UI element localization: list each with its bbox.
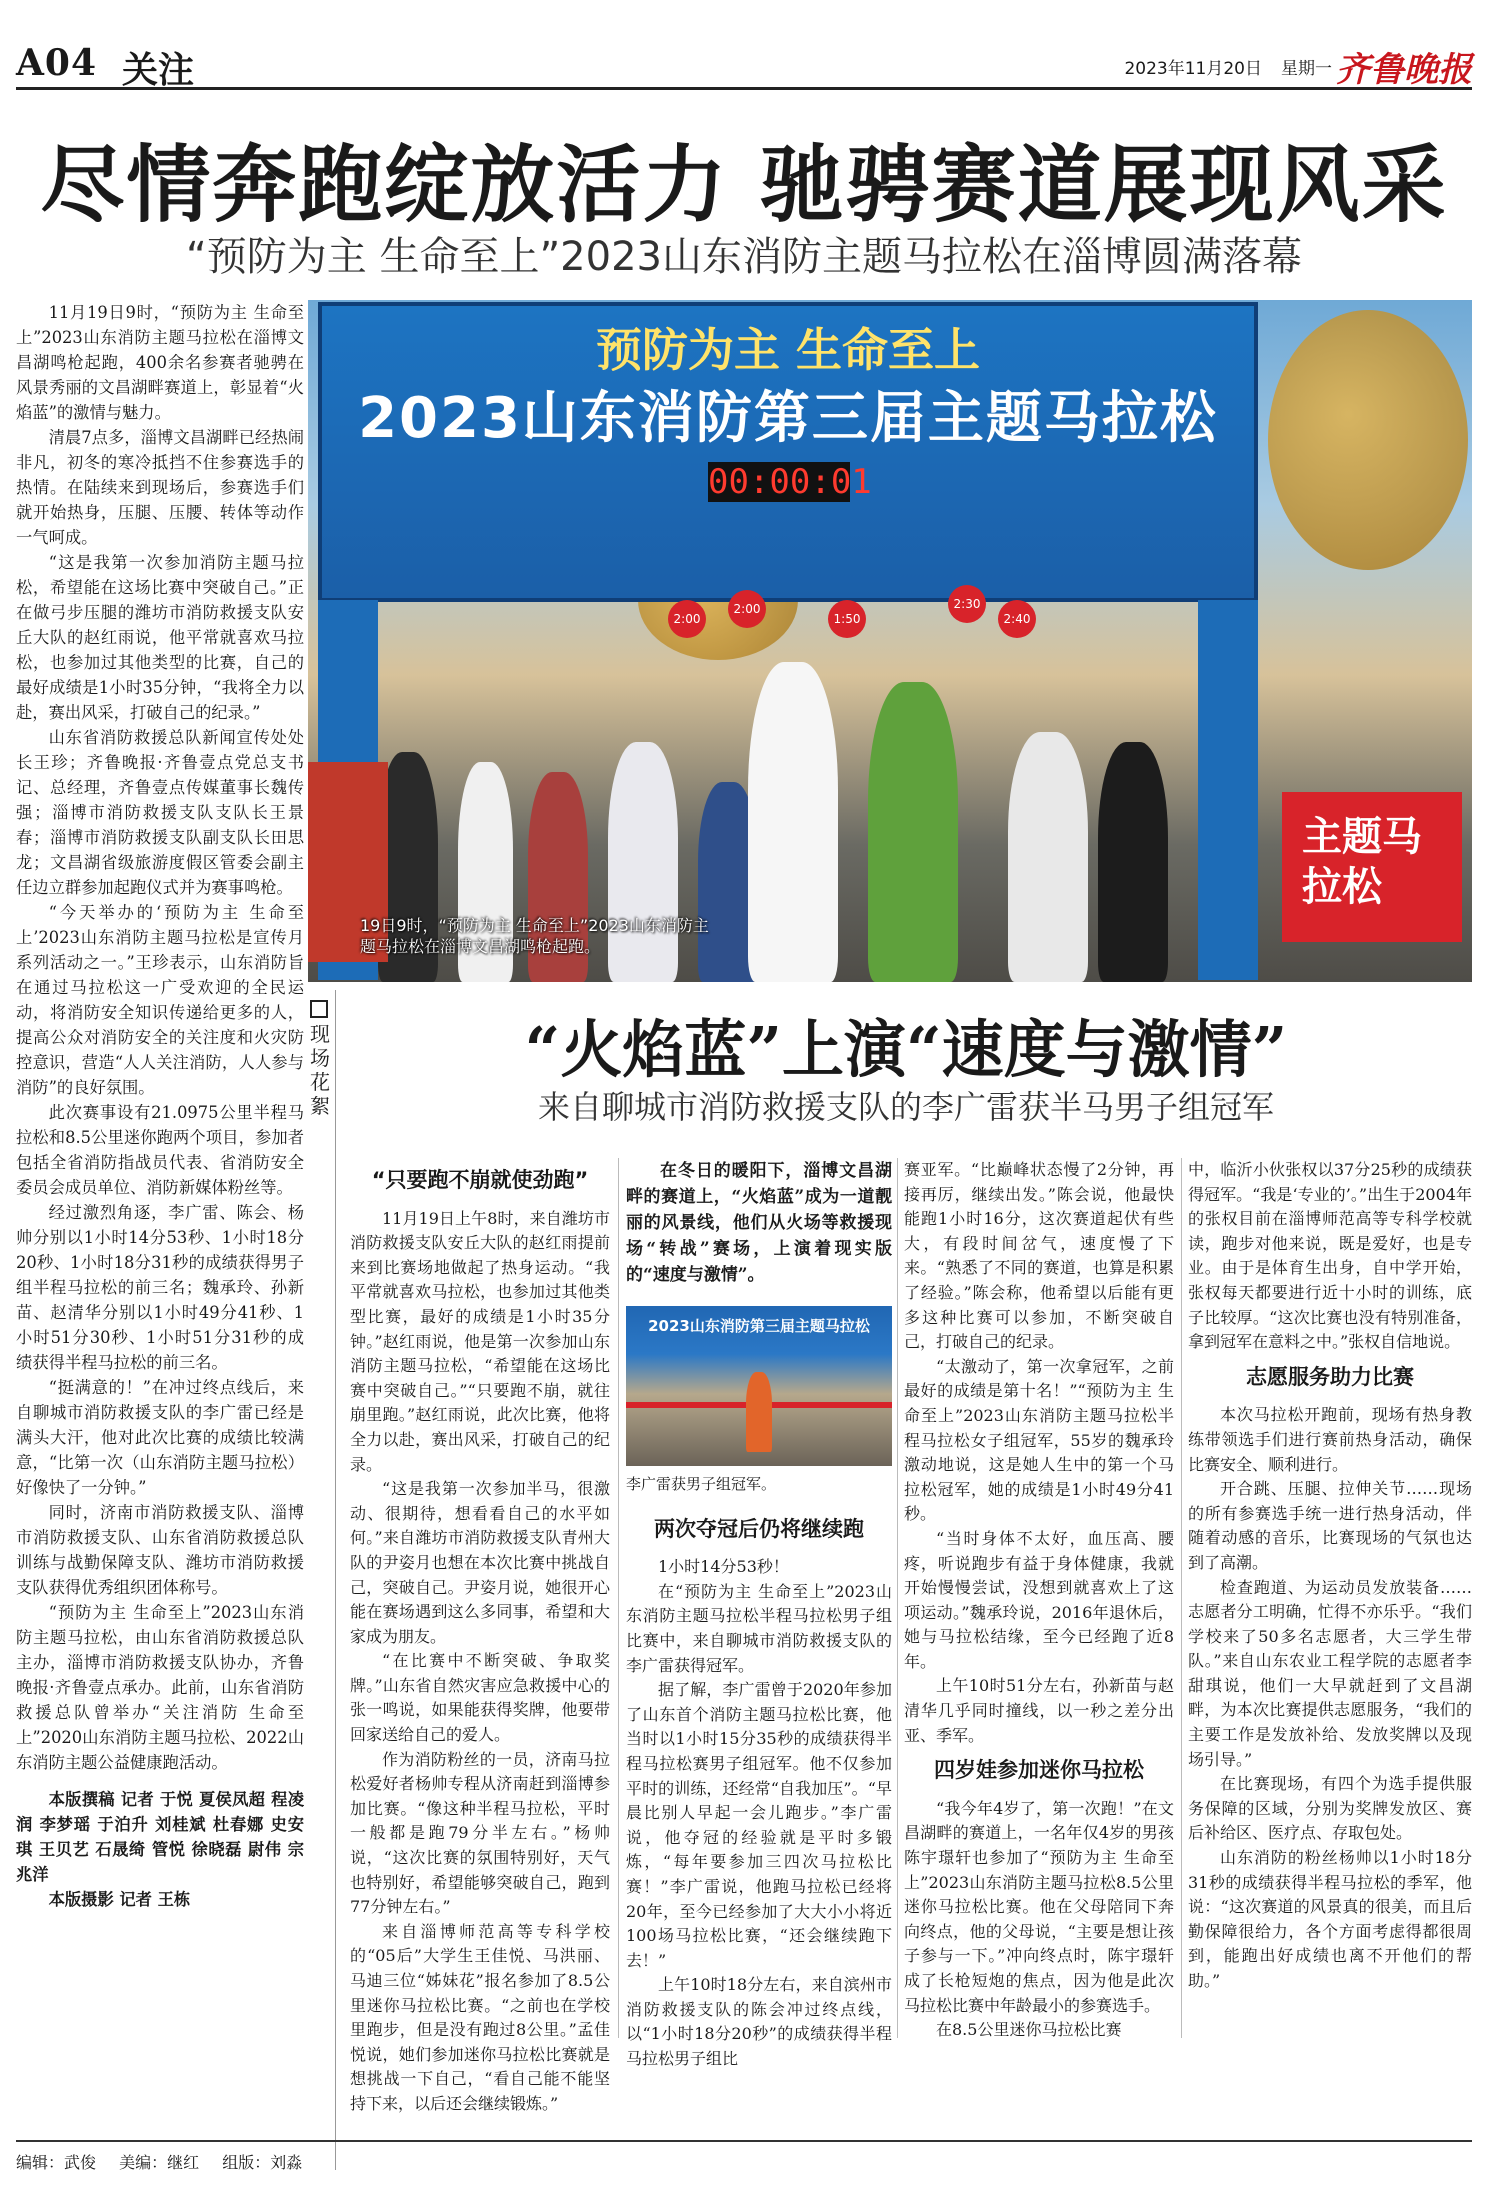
article-paragraph: 据了解，李广雷曾于2020年参加了山东首个消防主题马拉松比赛，他当时以1小时15分35秒的成绩获得半程马拉松赛男子组冠军。他不仅参加平时的训练，还经常“自我加压”。“早晨比别人早起一会儿跑步。”李广雷说，他夺冠的经验就是平时多锻炼，“每年要参加三四次马拉松比赛！”李广雷说，他跑马拉松已经将20年，至今已经参加了大大小小将近100场马拉松比赛，“还会继续跑下去！” — [626, 1680, 892, 1970]
arch-event-name: 2023山东消防第三届主题马拉松 — [358, 386, 1218, 451]
article-paragraph: 在“预防为主 生命至上”2023山东消防主题马拉松半程马拉松男子组比赛中，来自聊城市消防救援支队的李广雷获得冠军。 — [626, 1581, 892, 1675]
article-paragraph: 此次赛事设有21.0975公里半程马拉松和8.5公里迷你跑两个项目，参加者包括全省消防指战员代表、省消防安全委员会成员单位、消防新媒体粉丝等。 — [16, 1103, 304, 1197]
article-paragraph: “预防为主 生命至上”2023山东消防主题马拉松，由山东省消防救援总队主办，淄博市消防救援支队协办，齐鲁晚报·齐鲁壹点承办。此前，山东省消防救援总队曾举办“关注消防 生命至上”2020山东消防主题马拉松、2022山东消防主题公益健康跑活动。 — [16, 1603, 304, 1772]
article-paragraph: 1小时14分53秒！ — [658, 1557, 789, 1577]
divider — [897, 1158, 898, 2038]
article-paragraph: 清晨7点多，淄博文昌湖畔已经热闹非凡，初冬的寒冷抵挡不住参赛选手的热情。在陆续来到现场后，参赛选手们就开始热身，压腿、压腰、转体等动作一气呵成。 — [16, 428, 304, 547]
story-column — [1188, 1158, 1472, 1994]
issue-weekday: 星期一 — [1281, 59, 1332, 79]
article-paragraph: “当时身体不太好，血压高、腰疼，听说跑步有益于身体健康，我就开始慢慢尝试，没想到就喜欢上了这项运动。”魏承玲说，2016年退休后，她与马拉松结缘，至今已经跑了近8年。 — [904, 1528, 1174, 1671]
article-paragraph: “挺满意的！”在冲过终点线后，来自聊城市消防救援支队的李广雷已经是满头大汗，他对此次比赛的成绩比较满意，“比第一次（山东消防主题马拉松）好像快了一分钟。” — [16, 1378, 304, 1497]
subsection-heading: 志愿服务助力比赛 — [1246, 1364, 1414, 1389]
article-paragraph: 11月19日上午8时，来自潍坊市消防救援支队安丘大队的赵红雨提前来到比赛场地做起了热身运动。“我平常就喜欢马拉松，也参加过其他类型比赛，最好的成绩是1小时35分钟。”赵红雨说，他是第一次参加山东消防主题马拉松，“希望能在这场比赛中突破自己。”“只要跑不崩，就往崩里跑。”赵红雨说，此次比赛，他将全力以赴，赛出风采，打破自己的纪录。 — [350, 1208, 610, 1474]
article-paragraph: 开合跳、压腿、拉伸关节……现场的所有参赛选手统一进行热身活动，伴随着动感的音乐，比赛现场的气氛也达到了高潮。 — [1188, 1479, 1472, 1572]
balloon: 2:40 — [998, 600, 1036, 638]
photo-credit: 本版摄影 记者 王栋 — [48, 1890, 191, 1909]
article-paragraph: “太激动了，第一次拿冠军，之前最好的成绩是第十名！”“预防为主 生命至上”2023山东消防主题马拉松半程马拉松女子组冠军，55岁的魏承玲激动地说，这是她人生中的第一个马拉松冠军，她的成绩是1小时49分41秒。 — [904, 1356, 1174, 1524]
tree-foliage — [1268, 310, 1468, 570]
credits — [16, 1787, 304, 1912]
main-subheadline: “预防为主 生命至上”2023山东消防主题马拉松在淄博圆满落幕 — [186, 234, 1302, 280]
article-paragraph: 检查跑道、为运动员发放装备……志愿者分工明确，忙得不亦乐乎。“我们学校来了50多名志愿者，大三学生带队。”来自山东农业工程学院的志愿者李甜琪说，他们一大早就赶到了文昌湖畔，为本次比赛提供志愿服务，“我们的主要工作是发放补给、发放奖牌以及现场引导。” — [1188, 1577, 1472, 1769]
divider — [335, 990, 336, 2170]
runner — [868, 682, 958, 982]
main-headline: 尽情奔跑绽放活力 驰骋赛道展现风采 — [40, 135, 1448, 234]
side-banner-red: 主题马拉松 — [1282, 792, 1462, 942]
article-paragraph: 山东省消防救援总队新闻宣传处处长王珍；齐鲁晚报·齐鲁壹点党总支书记、总经理，齐鲁壹点传媒董事长魏传强；淄博市消防救援支队支队长王景春；淄博市消防救援支队副支队长田思龙；文昌湖省级旅游度假区管委会副主任边立群参加起跑仪式并为赛事鸣枪。 — [16, 728, 304, 897]
story-column — [626, 1158, 892, 2072]
balloon: 1:50 — [828, 600, 866, 638]
story-column — [904, 1158, 1174, 2043]
side-label-char: 花 — [310, 1070, 330, 1094]
article-paragraph: “这是我第一次参加半马，很激动、很期待，想看看自己的水平如何。”来自潍坊市消防救援支队青州大队的尹姿月也想在本次比赛中挑战自己，突破自己。尹姿月说，她很开心能在赛场遇到这么多同事，希望和大家成为朋友。 — [350, 1479, 610, 1646]
side-label-char: 絮 — [310, 1094, 330, 1118]
side-label-char: 场 — [310, 1046, 330, 1070]
article-paragraph: 在比赛现场，有四个为选手提供服务保障的区域，分别为奖牌发放区、赛后补给区、医疗点、存取包处。 — [1188, 1774, 1472, 1843]
page-footer — [16, 2140, 1472, 2173]
article-paragraph: 上午10时18分左右，来自滨州市消防救援支队的陈会冲过终点线，以“1小时18分20秒”的成绩获得半程马拉松男子组比 — [626, 1975, 892, 2069]
square-icon — [310, 1000, 328, 1018]
article-paragraph: 中，临沂小伙张权以37分25秒的成绩获得冠军。“我是‘专业的’。”出生于2004年的张权目前在淄博师范高等专科学校就读，跑步对他来说，既是爱好，也是专业。由于是体育生出身，自中学开始，张权每天都要进行近十小时的训练，底子比较厚。“这次比赛也没有特别准备，拿到冠军在意料之中。”张权自信地说。 — [1188, 1160, 1472, 1352]
article-paragraph: 赛亚军。“比巅峰状态慢了2分钟，再接再厉，继续出发。”陈会说，他最快能跑1小时16分，这次赛道起伏有些大，有段时间岔气，速度慢了下来。“熟悉了不同的赛道，也算是积累了经验。”陈会称，他希望以后能有更多这种比赛可以参加，不断突破自己，打破自己的纪录。 — [904, 1160, 1174, 1352]
layout-credit: 组版：刘淼 — [222, 2153, 303, 2172]
lead-article — [16, 300, 304, 1970]
balloon: 2:00 — [668, 600, 706, 638]
article-paragraph: 经过激烈角逐，李广雷、陈会、杨帅分别以1小时14分53秒、1小时18分20秒、1小时18分31秒的成绩获得男子组半程马拉松的前三名；魏承玲、孙新苗、赵清华分别以1小时49分41秒、1小时51分30秒、1小时51分31秒的成绩获得半程马拉松的前三名。 — [16, 1203, 304, 1372]
newspaper-logo[interactable]: 齐鲁晚报 — [1336, 50, 1472, 90]
photo-caption: 李广雷获男子组冠军。 — [626, 1475, 777, 1493]
runner — [748, 662, 838, 982]
article-paragraph: 本次马拉松开跑前，现场有热身教练带领选手们进行赛前热身活动，确保比赛安全、顺利进行。 — [1188, 1405, 1472, 1474]
article-paragraph: 作为消防粉丝的一员，济南马拉松爱好者杨帅专程从济南赶到淄博参加比赛。“像这种半程马拉松，平时一般都是跑79分半左右。”杨帅说，“这次比赛的氛围特别好，天气也特别好，希望能够突破自己，跑到77分钟左右。” — [350, 1749, 610, 1917]
runner — [1008, 732, 1088, 982]
subsection-heading: “只要跑不崩就使劲跑” — [371, 1168, 589, 1192]
side-label-char: 现 — [310, 1022, 330, 1046]
divider — [1181, 1158, 1182, 2038]
story-column — [350, 1158, 610, 2117]
main-photo[interactable] — [308, 300, 1472, 982]
story-subheadline: 来自聊城市消防救援支队的李广雷获半马男子组冠军 — [537, 1088, 1274, 1126]
page-header — [16, 40, 1472, 90]
article-paragraph: 山东消防的粉丝杨帅以1小时18分31秒的成绩获得半程马拉松的季军，他说：“这次赛道的风景真的很美，而且后勤保障很给力，各个方面考虑得都很周到，能跑出好成绩也离不开他们的帮助。” — [1188, 1848, 1472, 1990]
section-name: 关注 — [122, 49, 195, 91]
subsection-heading: 四岁娃参加迷你马拉松 — [934, 1758, 1144, 1783]
article-paragraph: “今天举办的‘预防为主 生命至上’2023山东消防主题马拉松是宣传月系列活动之一。”王珍表示，山东消防旨在通过马拉松这一广受欢迎的全民运动，将消防安全知识传递给更多的人，提高公众对消防安全的关注度和火灾防控意识，营造“人人关注消防，人人参与消防”的良好氛围。 — [16, 903, 304, 1097]
issue-date: 2023年11月20日 — [1124, 59, 1262, 79]
article-paragraph: 上午10时51分左右，孙新苗与赵清华几乎同时撞线，以一秒之差分出亚、季军。 — [904, 1676, 1174, 1745]
runner — [746, 1372, 772, 1452]
article-paragraph: 11月19日9时，“预防为主 生命至上”2023山东消防主题马拉松在淄博文昌湖鸣枪起跑，400余名参赛者驰骋在风景秀丽的文昌湖畔赛道上，彰显着“火焰蓝”的激情与魅力。 — [16, 303, 304, 422]
article-paragraph: “我今年4岁了，第一次跑！”在文昌湖畔的赛道上，一名年仅4岁的男孩陈宇璟轩也参加了“预防为主 生命至上”2023山东消防主题马拉松8.5公里迷你马拉松比赛。他在父母陪同下奔向终点，他的父母说，“主要是想让孩子参与一下。”冲向终点时，陈宇璟轩成了长枪短炮的焦点，因为他是此次马拉松比赛中年龄最小的参赛选手。 — [904, 1798, 1174, 2015]
writers-credit: 本版撰稿 记者 于悦 夏侯凤超 程凌润 李梦瑶 于泊升 刘桂斌 杜春娜 史安琪 王贝艺 石晟绮 管悦 徐晓磊 尉伟 宗兆洋 — [16, 1790, 304, 1884]
article-paragraph: 来自淄博师范高等专科学校的“05后”大学生王佳悦、马洪丽、马迪三位“姊妹花”报名参加了8.5公里迷你马拉松比赛。“之前也在学校里跑步，但是没有跑过8公里。”孟佳悦说，她们参加迷你马拉松比赛就是想挑战一下自己，“看自己能不能坚持下来，以后还会继续锻炼。” — [350, 1921, 610, 2113]
arch-slogan: 预防为主 生命至上 — [595, 323, 980, 377]
editor-credit: 编辑：武俊 — [16, 2153, 97, 2172]
race-timer: 00:00:01 — [708, 462, 872, 502]
subsection-heading: 两次夺冠后仍将继续跑 — [654, 1516, 864, 1541]
designer-credit: 美编：继红 — [119, 2153, 200, 2172]
article-paragraph: 同时，济南市消防救援支队、淄博市消防救援支队、山东省消防救援总队训练与战勤保障支队、潍坊市消防救援支队获得优秀组织团体称号。 — [16, 1503, 304, 1597]
story-lead: 在冬日的暖阳下，淄博文昌湖畔的赛道上，“火焰蓝”成为一道靓丽的风景线，他们从火场等救援现场“转战”赛场，上演着现实版的“速度与激情”。 — [626, 1161, 892, 1285]
section-side-label — [310, 1000, 334, 1118]
divider — [618, 1158, 619, 2038]
article-paragraph: 在8.5公里迷你马拉松比赛 — [936, 2020, 1122, 2040]
winner-photo[interactable] — [626, 1306, 892, 1466]
photo-banner-text: 2023山东消防第三届主题马拉松 — [648, 1317, 870, 1335]
photo-caption: 19日9时，“预防为主 生命至上”2023山东消防主题马拉松在淄博文昌湖鸣枪起跑。 — [360, 916, 709, 956]
runner — [1098, 742, 1168, 982]
balloon: 2:00 — [728, 590, 766, 628]
article-paragraph: “这是我第一次参加消防主题马拉松，希望能在这场比赛中突破自己。”正在做弓步压腿的潍坊市消防救援支队安丘大队的赵红雨说，他平常就喜欢马拉松，也参加过其他类型的比赛，自己的最好成绩是1小时35分钟，“我将全力以赴，赛出风采，打破自己的纪录。” — [16, 553, 304, 722]
balloon: 2:30 — [948, 585, 986, 623]
start-arch — [318, 302, 1258, 602]
story-headline: “火焰蓝”上演“速度与激情” — [524, 1013, 1288, 1086]
article-paragraph: “在比赛中不断突破、争取奖牌。”山东省自然灾害应急救援中心的张一鸣说，如果能获得奖牌，他要带回家送给自己的爱人。 — [350, 1651, 610, 1745]
page-number: A04 — [16, 42, 98, 84]
